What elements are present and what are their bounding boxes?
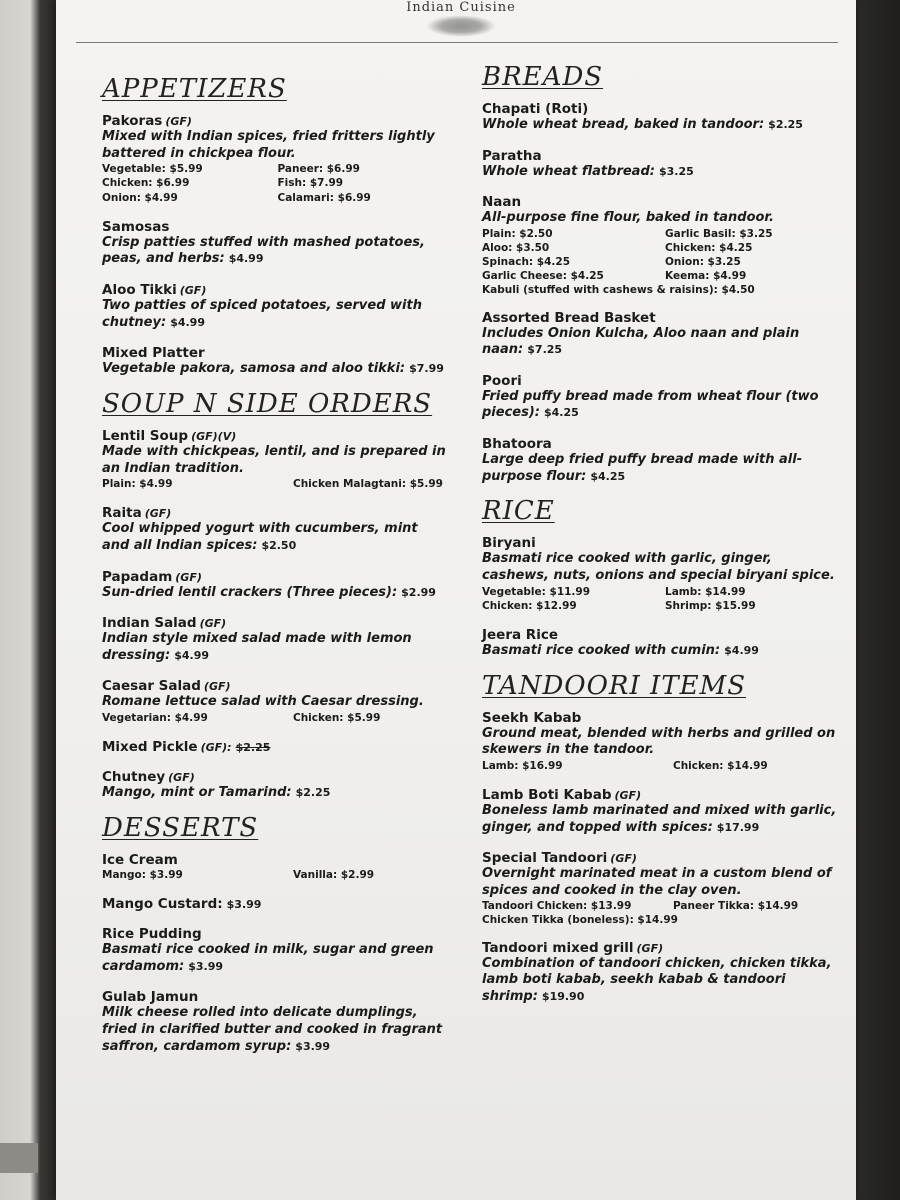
price-option: Chicken: $5.99 [293, 712, 381, 725]
item-description-text: Whole wheat flatbread: [482, 163, 655, 179]
price-option: Chicken: $4.25 [665, 242, 753, 255]
item-description-text: All-purpose fine flour, baked in tandoor. [482, 210, 774, 226]
item-description [482, 551, 842, 584]
price-option: Paneer Tikka: $14.99 [673, 900, 799, 913]
item-name: Papadam [102, 568, 173, 585]
item-name-row [102, 675, 447, 694]
menu-item-aloo-tikki [102, 279, 447, 331]
item-name: Bhatoora [482, 436, 552, 453]
menu-item-papadam [102, 566, 447, 602]
item-name-row [102, 612, 447, 631]
item-name: Samosas [102, 218, 170, 235]
item-description-text: Crisp patties stuffed with mashed potatoes, peas, and herbs: [102, 234, 425, 267]
item-price: $4.25 [543, 406, 579, 420]
item-name-row [482, 624, 842, 643]
menu-section-tandoori-items [482, 671, 842, 1006]
item-price: $7.99 [409, 362, 444, 376]
item-name-row [482, 145, 842, 164]
item-name: Rice Pudding [102, 926, 202, 943]
item-name-row [482, 784, 842, 803]
item-name: Chutney [102, 769, 166, 786]
item-description-text: Boneless lamb marinated and mixed with garlic, ginger, and topped with spices: [482, 802, 837, 835]
item-dietary-tag: (GF) [165, 115, 192, 128]
item-name: Assorted Bread Basket [482, 309, 656, 326]
price-option: Chicken: $14.99 [673, 759, 768, 772]
item-name-row [482, 847, 842, 866]
item-description-text: Indian style mixed salad made with lemon dressing: [102, 631, 412, 663]
menu-item-assorted-bread-basket [482, 307, 842, 359]
price-option: Vegetarian: $4.99 [102, 712, 208, 725]
section-title: DESSERTS [102, 812, 259, 843]
item-name: Ice Cream [102, 851, 178, 868]
item-description-text: Fried puffy bread made from wheat flour (two pieces): [482, 388, 819, 421]
item-name: Lamb Boti Kabab [482, 786, 612, 803]
section-title: BREADS [482, 62, 604, 92]
item-dietary-tag: (GF) [168, 771, 195, 785]
menu-header [381, 0, 541, 37]
menu-item-caesar-salad [102, 675, 447, 725]
item-description [102, 361, 447, 378]
menu-section-rice [482, 496, 842, 659]
item-price: $2.25 [295, 786, 331, 800]
item-name-row [102, 986, 447, 1005]
item-description-text: Basmati rice cooked in milk, sugar and green cardamom: [102, 942, 434, 974]
item-description-text: Overnight marinated meat in a custom blend of spices and cooked in the clay oven. [482, 866, 832, 898]
price-option: Mango: $3.99 [102, 868, 183, 881]
section-title: SOUP N SIDE ORDERS [102, 388, 433, 419]
item-description [482, 389, 842, 422]
menu-item-gulab-jamun [102, 986, 447, 1055]
menu-item-biryani [482, 532, 842, 613]
item-name-row [482, 532, 842, 551]
menu-item-bhatoora [482, 433, 842, 485]
item-price-options [482, 585, 842, 613]
item-description-text: Vegetable pakora, samosa and aloo tikki: [102, 361, 406, 377]
item-dietary-tag: (GF) [610, 852, 637, 866]
item-description [102, 521, 447, 554]
item-description-text: Mixed with Indian spices, fried fritters lightly battered in chickpea flour. [102, 129, 435, 161]
item-price: $4.99 [174, 648, 210, 662]
item-price-options [482, 759, 842, 773]
menu-item-indian-salad [102, 612, 447, 664]
item-description [102, 298, 447, 331]
item-name: Special Tandoori [482, 850, 608, 867]
item-description-text: Ground meat, blended with herbs and grilled on skewers in the tandoor. [482, 725, 836, 758]
price-option: Onion: $4.99 [102, 191, 178, 204]
item-dietary-tag: (GF) [614, 788, 642, 802]
menu-item-jeera-rice [482, 624, 842, 660]
item-dietary-tag: (GF) [179, 284, 207, 298]
item-name-row [482, 707, 842, 726]
price-option: Lamb: $14.99 [665, 585, 746, 598]
item-description [102, 631, 447, 664]
menu-item-lentil-soup [102, 425, 447, 491]
price-option: Fish: $7.99 [277, 177, 344, 190]
item-name: Pakoras [102, 113, 163, 129]
price-option-extra: Kabuli (stuffed with cashews & raisins): $4.50 [482, 283, 755, 296]
item-name: Poori [482, 372, 522, 389]
menu-item-paratha [482, 145, 842, 181]
item-name: Gulab Jamun [102, 989, 199, 1006]
item-name: Paratha [482, 147, 542, 164]
item-description [482, 452, 842, 485]
item-name: Chapati (Roti) [482, 101, 589, 117]
item-dietary-tag: (GF) [203, 680, 231, 694]
price-option: Lamb: $16.99 [482, 759, 563, 772]
item-name-row [102, 216, 447, 235]
menu-item-mixed-pickle [102, 736, 447, 755]
menu-section-desserts [102, 813, 447, 1055]
left-column [102, 74, 447, 1066]
item-price: $4.99 [170, 315, 205, 329]
item-price: $2.99 [401, 585, 436, 599]
item-name-row [102, 849, 447, 868]
item-description-text: Whole wheat bread, baked in tandoor: [482, 117, 765, 132]
item-price: $2.50 [261, 538, 297, 552]
menu-item-tandoori-mixed-grill [482, 937, 842, 1006]
item-description [102, 129, 447, 162]
item-description [482, 117, 842, 134]
item-price: $2.25 [235, 741, 271, 755]
item-description [102, 585, 447, 602]
price-option: Spinach: $4.25 [482, 256, 571, 269]
item-description [102, 694, 447, 711]
menu-item-ice-cream [102, 849, 447, 882]
item-name: Caesar Salad [102, 678, 201, 695]
item-description-text: Made with chickpeas, lentil, and is prepared in an Indian tradition. [102, 443, 446, 476]
item-name-row [482, 433, 842, 452]
item-name: Mixed Platter [102, 345, 205, 362]
item-description [102, 785, 447, 802]
item-description-text: Cool whipped yogurt with cucumbers, mint and all Indian spices: [102, 521, 418, 553]
item-name-row [482, 191, 842, 210]
header-divider [76, 42, 838, 43]
item-name: Indian Salad [102, 615, 197, 632]
menu-item-rice-pudding [102, 923, 447, 975]
item-name-row [102, 893, 447, 912]
menu-item-samosas [102, 216, 447, 268]
item-description [482, 803, 842, 836]
price-option: Aloo: $3.50 [482, 242, 550, 255]
item-name-row [102, 425, 447, 444]
price-option-extra: Chicken Tikka (boneless): $14.99 [482, 913, 678, 926]
price-option: Vegetable: $11.99 [482, 585, 591, 598]
item-description [102, 444, 447, 477]
item-price-options [482, 899, 842, 913]
menu-section-soup-n-side-orders [102, 389, 447, 802]
item-name: Aloo Tikki [102, 282, 177, 299]
menu-item-pakoras [102, 110, 447, 205]
menu-item-naan [482, 191, 842, 295]
section-title: APPETIZERS [102, 74, 287, 104]
item-name-row [482, 307, 842, 326]
item-description [482, 866, 842, 899]
menu-item-special-tandoori [482, 847, 842, 925]
item-description-text: Basmati rice cooked with cumin: [482, 642, 721, 658]
item-description [482, 326, 842, 359]
item-description-text: Basmati rice cooked with garlic, ginger, cashews, nuts, onions and special biryani spice. [482, 551, 835, 583]
price-option: Onion: $3.25 [665, 256, 741, 269]
item-description-text: Mango, mint or Tamarind: [102, 785, 292, 801]
price-option: Garlic Cheese: $4.25 [482, 270, 604, 283]
item-description [102, 235, 447, 268]
item-price-options [102, 711, 447, 725]
item-name-row [102, 566, 447, 585]
menu-item-poori [482, 370, 842, 422]
price-option: Chicken: $12.99 [482, 599, 577, 612]
menu-item-raita [102, 502, 447, 554]
item-name: Biryani [482, 535, 536, 552]
item-dietary-tag: (GF) [175, 570, 202, 584]
right-column [482, 62, 842, 1017]
item-price-options [482, 227, 842, 284]
price-option: Plain: $2.50 [482, 227, 553, 240]
item-name: Tandoori mixed grill [482, 939, 634, 956]
item-price: $19.90 [541, 989, 585, 1003]
price-option: Paneer: $6.99 [277, 163, 360, 176]
item-price: $7.25 [527, 343, 563, 357]
item-description-text: Two patties of spiced potatoes, served with chutney: [102, 298, 422, 330]
menu-item-mixed-platter [102, 342, 447, 378]
item-name-row [102, 923, 447, 942]
menu-sheet [56, 0, 856, 1200]
item-description-text: Milk cheese rolled into delicate dumplings, fried in clarified butter and cooked in fragrant saffron, cardamom syrup: [102, 1005, 443, 1054]
item-dietary-tag: (GF) [199, 617, 227, 631]
item-name-row [102, 110, 447, 129]
section-title: TANDOORI ITEMS [482, 670, 747, 701]
item-name-row [482, 937, 842, 956]
menu-item-lamb-boti-kabab [482, 784, 842, 836]
item-name: Mixed Pickle [102, 739, 198, 756]
item-price: $17.99 [716, 820, 760, 834]
item-description [102, 942, 447, 975]
item-name-row [102, 502, 447, 521]
menu-item-seekh-kabab [482, 707, 842, 773]
item-name: Naan [482, 194, 522, 211]
menu-section-appetizers [102, 74, 447, 378]
menu-item-chapati-roti [482, 98, 842, 134]
price-option: Chicken: $6.99 [102, 177, 190, 190]
item-name-row [482, 370, 842, 389]
item-price-options [102, 477, 447, 491]
section-title: RICE [482, 496, 555, 527]
item-description [482, 956, 842, 1006]
item-price: $3.25 [658, 164, 694, 178]
item-name: Mango Custard: [102, 896, 223, 913]
item-description [482, 210, 842, 227]
item-description-text: Sun-dried lentil crackers (Three pieces): [102, 584, 398, 600]
price-option: Garlic Basil: $3.25 [665, 227, 773, 240]
item-name: Jeera Rice [482, 626, 558, 643]
restaurant-name: Indian Cuisine [406, 0, 516, 15]
item-description-text: Romane lettuce salad with Caesar dressing. [102, 694, 424, 710]
menu-item-mango-custard [102, 893, 447, 912]
item-dietary-tag: (GF): [200, 741, 232, 755]
item-description [482, 164, 842, 181]
item-price-options [102, 868, 447, 882]
logo-ornament-icon [426, 15, 496, 37]
item-name-row [102, 279, 447, 298]
price-option: Plain: $4.99 [102, 478, 173, 491]
item-name-row [102, 766, 447, 785]
price-option: Vanilla: $2.99 [293, 868, 375, 881]
item-name: Lentil Soup [102, 427, 189, 444]
item-dietary-tag: (GF)(V) [191, 429, 237, 443]
item-price: $2.25 [768, 118, 803, 131]
price-option: Tandoori Chicken: $13.99 [482, 900, 632, 913]
item-description-text: Combination of tandoori chicken, chicken tikka, lamb boti kabab, seekh kabab & tandoori shrimp: [482, 955, 832, 1004]
item-name: Seekh Kabab [482, 709, 582, 726]
menu-item-chutney [102, 766, 447, 802]
item-price: $4.99 [228, 252, 264, 266]
item-name-row [102, 342, 447, 361]
item-price: $4.25 [590, 469, 626, 483]
item-description [482, 726, 842, 759]
price-option: Keema: $4.99 [665, 270, 747, 283]
wall-switch [0, 1143, 38, 1173]
price-option: Chicken Malagtani: $5.99 [293, 478, 443, 491]
item-name: Raita [102, 505, 142, 522]
price-option: Shrimp: $15.99 [665, 599, 756, 612]
item-price: $3.99 [295, 1039, 331, 1053]
menu-section-breads [482, 62, 842, 485]
item-description-text: Large deep fried puffy bread made with all-purpose flour: [482, 452, 803, 484]
item-dietary-tag: (GF) [144, 507, 172, 521]
item-price-options [102, 162, 447, 205]
item-price: $3.99 [226, 898, 262, 912]
item-price: $4.99 [724, 643, 759, 657]
item-description-text: Includes Onion Kulcha, Aloo naan and plain naan: [482, 325, 800, 358]
item-name-row [102, 736, 447, 755]
price-option: Calamari: $6.99 [277, 191, 371, 204]
item-description [482, 643, 842, 660]
item-price: $3.99 [188, 959, 223, 973]
price-option: Vegetable: $5.99 [102, 163, 203, 176]
item-description [102, 1005, 447, 1055]
item-dietary-tag: (GF) [636, 941, 664, 955]
item-name-row [482, 98, 842, 117]
